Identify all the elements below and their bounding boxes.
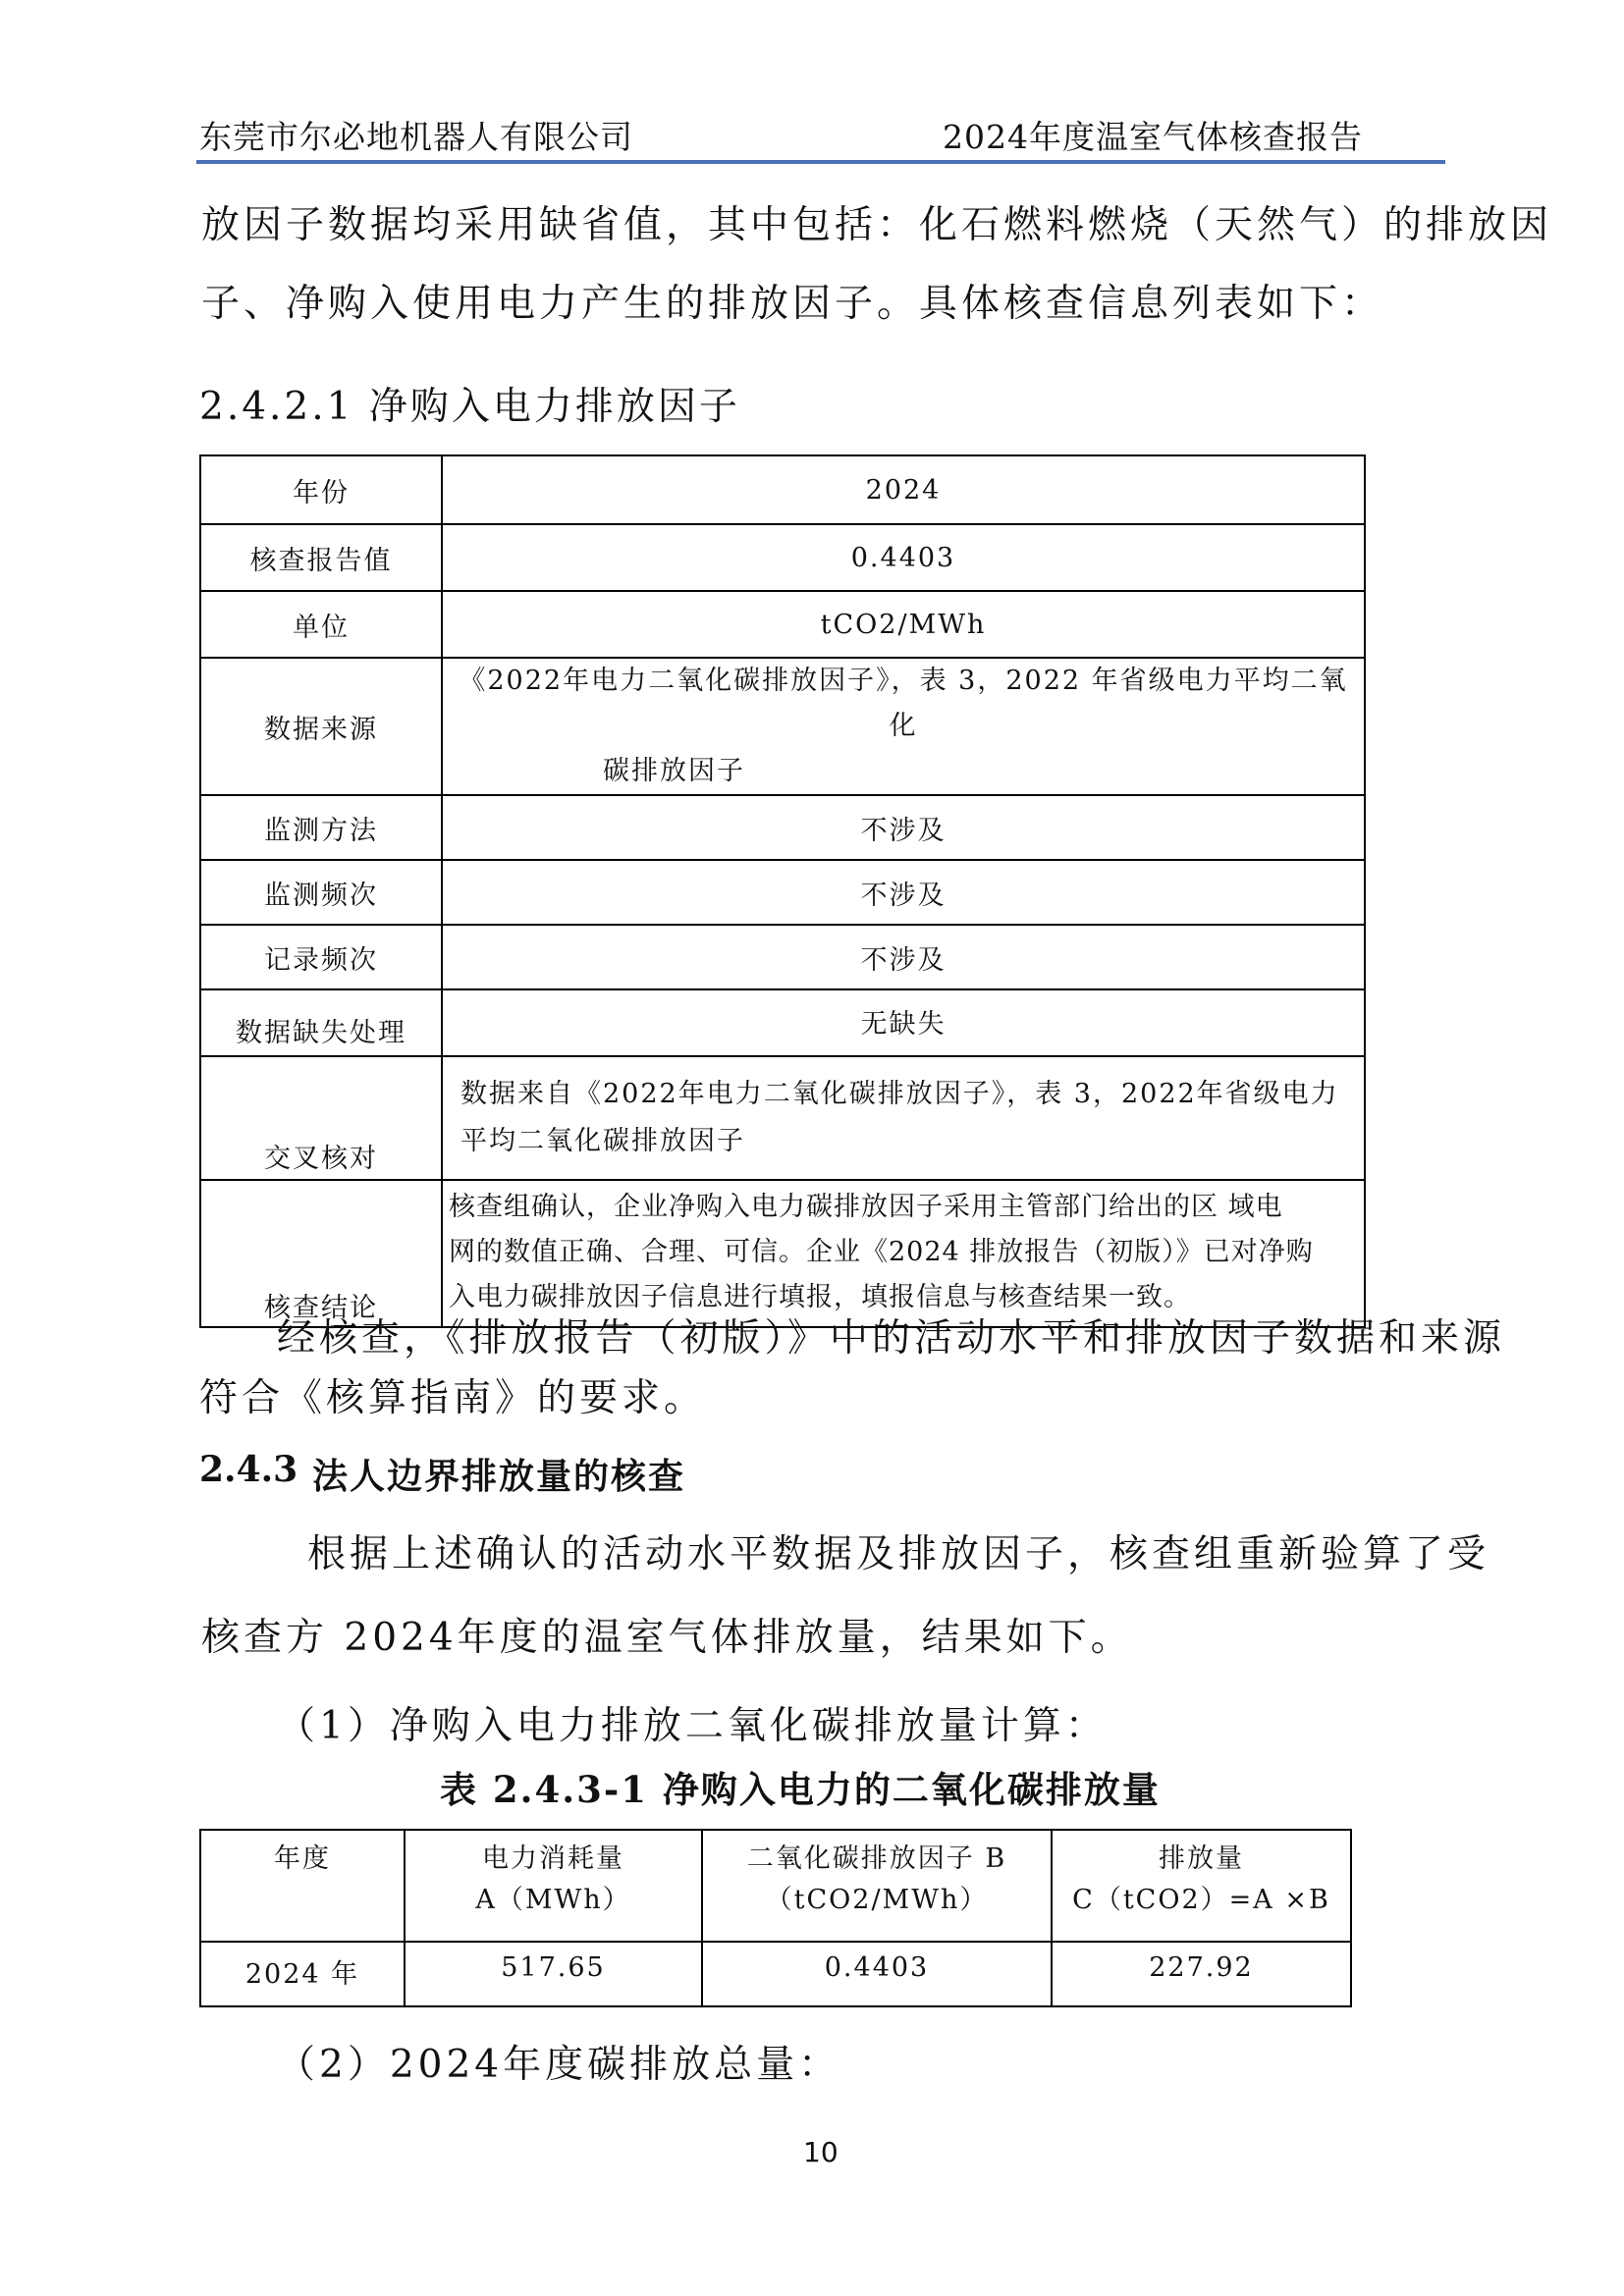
section-243-line-1: 根据上述确认的活动水平数据及排放因子，核查组重新验算了受	[307, 1532, 1490, 1576]
table-row	[200, 989, 1365, 1056]
table-row	[200, 925, 1365, 989]
header-rule	[196, 160, 1445, 164]
row-label: 单位	[200, 591, 442, 658]
row-value-line: 数据来自《2022年电力二氧化碳排放因子》，表 3，2022年省级电力	[460, 1079, 1339, 1109]
table-row	[200, 591, 1365, 658]
row-value-line: 碳排放因子	[603, 756, 745, 786]
intro-line-1: 放因子数据均采用缺省值，其中包括：化石燃料燃烧（天然气）的排放因	[201, 203, 1553, 247]
section-243-line-2: 核查方 2024年度的温室气体排放量，结果如下。	[201, 1616, 1133, 1660]
header-company: 东莞市尔必地机器人有限公司	[199, 118, 633, 156]
section-number-243: 2.4.3	[199, 1449, 298, 1490]
table-caption: 表 2.4.3-1 净购入电力的二氧化碳排放量	[440, 1768, 1161, 1811]
row-value: 不涉及	[442, 860, 1365, 925]
cell-year: 2024 年	[200, 1942, 405, 2006]
row-value-line: 《2022年电力二氧化碳排放因子》，表 3，2022 年省级电力平均二氧化	[459, 666, 1348, 741]
row-label: 年份	[200, 455, 442, 524]
row-value: 不涉及	[442, 795, 1365, 860]
row-label: 监测频次	[200, 860, 442, 925]
col-header-line: C（tCO2）=A ×B	[1072, 1885, 1330, 1915]
row-label: 监测方法	[200, 795, 442, 860]
cell-consumption: 517.65	[405, 1942, 702, 2006]
intro-line-2: 子、净购入使用电力产生的排放因子。具体核查信息列表如下：	[201, 282, 1384, 326]
row-label: 交叉核对	[200, 1056, 442, 1180]
emission-factor-table	[199, 454, 1366, 1328]
item-1: （1）净购入电力排放二氧化碳排放量计算：	[277, 1704, 1108, 1748]
row-label: 核查结论	[200, 1180, 442, 1327]
cell-factor: 0.4403	[702, 1942, 1052, 2006]
col-header-line: 年度	[274, 1843, 331, 1874]
row-label: 记录频次	[200, 925, 442, 989]
row-value: tCO2/MWh	[442, 591, 1365, 658]
table-row	[200, 658, 1365, 795]
conclusion-line-2: 符合《核算指南》的要求。	[199, 1376, 707, 1420]
col-header-line: （tCO2/MWh）	[765, 1885, 989, 1915]
row-label: 数据来源	[200, 658, 442, 795]
col-header-line: 二氧化碳排放因子 B	[746, 1843, 1007, 1874]
table-row	[200, 524, 1365, 591]
row-value: 0.4403	[442, 524, 1365, 591]
row-value-line: 网的数值正确、合理、可信。企业《2024 排放报告（初版）》已对净购	[449, 1237, 1314, 1267]
section-heading-2421: 2.4.2.1 净购入电力排放因子	[199, 385, 740, 429]
table-row	[200, 1180, 1365, 1327]
row-value: 2024	[442, 455, 1365, 524]
emission-calculation-table	[199, 1829, 1352, 2007]
row-value-line: 入电力碳排放因子信息进行填报，填报信息与核查结果一致。	[449, 1282, 1191, 1312]
table-row	[200, 860, 1365, 925]
table-row	[200, 1056, 1365, 1180]
conclusion-line-1: 经核查，《排放报告（初版）》中的活动水平和排放因子数据和来源	[277, 1316, 1506, 1361]
table-header-row	[200, 1830, 1351, 1942]
row-value	[442, 1056, 1365, 1180]
row-value	[442, 1180, 1365, 1327]
row-value	[442, 658, 1365, 795]
table-row	[200, 1942, 1351, 2006]
col-header-line: 排放量	[1159, 1843, 1244, 1874]
row-value-line: 平均二氧化碳排放因子	[460, 1126, 745, 1156]
row-label: 数据缺失处理	[200, 989, 442, 1056]
col-header-consumption	[405, 1830, 702, 1942]
row-value: 无缺失	[442, 989, 1365, 1056]
table-row	[200, 455, 1365, 524]
page-number: 10	[803, 2136, 839, 2168]
row-value-line: 核查组确认，企业净购入电力碳排放因子采用主管部门给出的区 域电	[449, 1192, 1283, 1222]
header-report-title: 2024年度温室气体核查报告	[943, 118, 1363, 156]
col-header-line: 电力消耗量	[482, 1843, 624, 1874]
cell-emissions: 227.92	[1052, 1942, 1351, 2006]
col-header-factor	[702, 1830, 1052, 1942]
col-header-line: A（MWh）	[475, 1885, 631, 1915]
item-2: （2）2024年度碳排放总量：	[277, 2043, 841, 2087]
col-header-year	[200, 1830, 405, 1942]
table-row	[200, 795, 1365, 860]
section-title-243: 法人边界排放量的核查	[312, 1456, 686, 1497]
col-header-emissions	[1052, 1830, 1351, 1942]
row-label: 核查报告值	[200, 524, 442, 591]
row-value: 不涉及	[442, 925, 1365, 989]
